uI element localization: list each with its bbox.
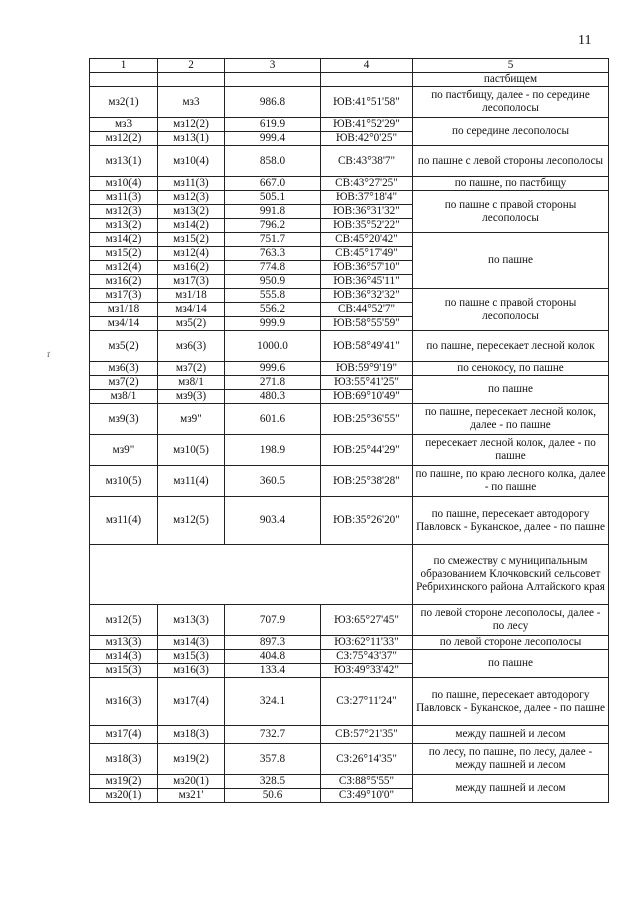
table-row [90,726,609,744]
table-row [90,435,609,466]
bearing-cell: ЮВ:41°51'58" [321,87,413,118]
table-row [90,545,609,605]
point-from-cell: мз17(3) [90,289,158,303]
length-cell: 732.7 [225,726,321,744]
point-to-cell: мз5(2) [158,317,225,331]
point-from-cell: мз15(2) [90,247,158,261]
length-cell: 986.8 [225,87,321,118]
description-cell: по середине лесополосы [413,118,609,146]
length-cell: 328.5 [225,775,321,789]
length-cell: 198.9 [225,435,321,466]
table-row [90,744,609,775]
point-to-cell: мз12(2) [158,118,225,132]
bearing-cell: СЗ:26°14'35" [321,744,413,775]
point-to-cell: мз11(3) [158,177,225,191]
point-to-cell: мз11(4) [158,466,225,497]
bearing-cell: ЮВ:58°49'41" [321,331,413,362]
description-cell: по пашне, пересекает автодорогу Павловск - Буканское, далее - по пашне [413,497,609,545]
description-cell: по пашне, пересекает лесной колок, далее - по пашне [413,404,609,435]
length-cell: 751.7 [225,233,321,247]
description-cell: пересекает лесной колок, далее - по пашне [413,435,609,466]
description-cell: по пастбищу, далее - по середине лесополосы [413,87,609,118]
length-cell: 133.4 [225,664,321,678]
length-cell: 774.8 [225,261,321,275]
point-from-cell: мз12(4) [90,261,158,275]
point-to-cell: мз12(3) [158,191,225,205]
point-to-cell: мз14(2) [158,219,225,233]
point-from-cell: мз13(3) [90,636,158,650]
bearing-cell: ЮВ:35°26'20" [321,497,413,545]
margin-mark: ґ [47,349,51,359]
length-cell: 360.5 [225,466,321,497]
point-to-cell: мз16(2) [158,261,225,275]
bearing-cell: СВ:57°21'35" [321,726,413,744]
length-cell: 763.3 [225,247,321,261]
table-row [90,146,609,177]
point-from-cell: мз20(1) [90,789,158,803]
point-to-cell: мз4/14 [158,303,225,317]
bearing-cell: СЗ:49°10'0" [321,789,413,803]
point-from-cell: мз2(1) [90,87,158,118]
point-to-cell: мз17(3) [158,275,225,289]
point-to-cell: мз10(5) [158,435,225,466]
point-from-cell: мз14(2) [90,233,158,247]
bearing-cell: ЮВ:42°0'25" [321,132,413,146]
bearing-cell: ЮВ:37°18'4" [321,191,413,205]
description-cell: по пашне с правой стороны лесополосы [413,191,609,233]
table-row [90,87,609,118]
bearing-cell: ЮВ:36°31'32" [321,205,413,219]
point-to-cell [158,73,225,87]
length-cell: 50.6 [225,789,321,803]
length-cell: 999.6 [225,362,321,376]
length-cell: 1000.0 [225,331,321,362]
length-cell: 404.8 [225,650,321,664]
point-to-cell: мз15(3) [158,650,225,664]
point-from-cell: мз17(4) [90,726,158,744]
description-cell: по пашне, пересекает лесной колок [413,331,609,362]
length-cell: 505.1 [225,191,321,205]
length-cell: 999.9 [225,317,321,331]
bearing-cell: ЮВ:41°52'29" [321,118,413,132]
point-from-cell: мз9(3) [90,404,158,435]
header-cell: 5 [413,59,609,73]
point-to-cell: мз3 [158,87,225,118]
point-from-cell: мз11(4) [90,497,158,545]
header-row [90,59,609,73]
bearing-cell: ЮЗ:65°27'45" [321,605,413,636]
point-from-cell: мз9" [90,435,158,466]
point-to-cell: мз9(3) [158,390,225,404]
length-cell: 796.2 [225,219,321,233]
table-row [90,678,609,726]
table-row [90,605,609,636]
description-cell: по лесу, по пашне, по лесу, далее - между пашней и лесом [413,744,609,775]
description-cell: по пашне, пересекает автодорогу Павловск - Буканское, далее - по пашне [413,678,609,726]
bearing-cell: СЗ:27°11'24" [321,678,413,726]
point-from-cell: мз1/18 [90,303,158,317]
bearing-cell: СВ:44°52'7" [321,303,413,317]
length-cell: 480.3 [225,390,321,404]
table-row [90,118,609,132]
point-from-cell: мз13(2) [90,219,158,233]
bearing-cell: ЮЗ:55°41'25" [321,376,413,390]
point-from-cell: мз11(3) [90,191,158,205]
table-row [90,497,609,545]
description-cell: по пашне [413,233,609,289]
point-to-cell: мз21' [158,789,225,803]
length-cell: 707.9 [225,605,321,636]
point-to-cell: мз7(2) [158,362,225,376]
point-from-cell: мз3 [90,118,158,132]
description-cell: по пашне, по краю лесного колка, далее - по пашне [413,466,609,497]
point-to-cell: мз20(1) [158,775,225,789]
description-cell: по пашне [413,376,609,404]
description-cell: по сенокосу, по пашне [413,362,609,376]
table-row [90,191,609,205]
length-cell: 556.2 [225,303,321,317]
point-from-cell: мз6(3) [90,362,158,376]
description-cell: по левой стороне лесополосы [413,636,609,650]
bearing-cell: ЮВ:58°55'59" [321,317,413,331]
length-cell [225,73,321,87]
point-from-cell [90,73,158,87]
table-row [90,650,609,664]
length-cell: 999.4 [225,132,321,146]
length-cell: 858.0 [225,146,321,177]
point-from-cell: мз12(5) [90,605,158,636]
table-body [90,73,609,803]
point-to-cell: мз12(5) [158,497,225,545]
header-cell: 4 [321,59,413,73]
bearing-cell: ЮВ:25°38'28" [321,466,413,497]
description-cell: между пашней и лесом [413,726,609,744]
table-row [90,289,609,303]
header-cell: 1 [90,59,158,73]
bearing-cell: СВ:43°27'25" [321,177,413,191]
length-cell: 950.9 [225,275,321,289]
point-from-cell: мз7(2) [90,376,158,390]
table-row [90,775,609,789]
merged-empty-cell [90,545,413,605]
point-from-cell: мз10(5) [90,466,158,497]
length-cell: 271.8 [225,376,321,390]
point-from-cell: мз10(4) [90,177,158,191]
table-row [90,376,609,390]
bearing-cell: ЮВ:36°32'32" [321,289,413,303]
length-cell: 903.4 [225,497,321,545]
description-cell: по пашне с правой стороны лесополосы [413,289,609,331]
description-cell: пастбищем [413,73,609,87]
point-from-cell: мз8/1 [90,390,158,404]
bearing-cell: ЮЗ:49°33'42" [321,664,413,678]
description-cell: по пашне [413,650,609,678]
point-from-cell: мз12(3) [90,205,158,219]
point-to-cell: мз13(2) [158,205,225,219]
description-cell: между пашней и лесом [413,775,609,803]
point-to-cell: мз13(3) [158,605,225,636]
table-row [90,404,609,435]
point-to-cell: мз1/18 [158,289,225,303]
length-cell: 991.8 [225,205,321,219]
point-to-cell: мз19(2) [158,744,225,775]
point-to-cell: мз6(3) [158,331,225,362]
table-row [90,331,609,362]
point-to-cell: мз16(3) [158,664,225,678]
bearing-cell [321,73,413,87]
header-cell: 3 [225,59,321,73]
table-row [90,466,609,497]
point-from-cell: мз18(3) [90,744,158,775]
point-to-cell: мз18(3) [158,726,225,744]
point-from-cell: мз14(3) [90,650,158,664]
bearing-cell: ЮВ:25°44'29" [321,435,413,466]
table-row [90,636,609,650]
bearing-cell: ЮВ:36°57'10" [321,261,413,275]
point-from-cell: мз15(3) [90,664,158,678]
point-to-cell: мз14(3) [158,636,225,650]
length-cell: 324.1 [225,678,321,726]
point-from-cell: мз5(2) [90,331,158,362]
bearing-cell: СЗ:88°5'55" [321,775,413,789]
point-to-cell: мз12(4) [158,247,225,261]
description-cell: по левой стороне лесополосы, далее - по лесу [413,605,609,636]
point-from-cell: мз13(1) [90,146,158,177]
bearing-cell: СВ:45°17'49" [321,247,413,261]
header-cell: 2 [158,59,225,73]
point-from-cell: мз12(2) [90,132,158,146]
length-cell: 357.8 [225,744,321,775]
point-to-cell: мз15(2) [158,233,225,247]
length-cell: 667.0 [225,177,321,191]
bearing-cell: ЮВ:59°9'19" [321,362,413,376]
bearing-cell: СВ:45°20'42" [321,233,413,247]
point-to-cell: мз17(4) [158,678,225,726]
description-cell: по пашне, по пастбищу [413,177,609,191]
length-cell: 555.8 [225,289,321,303]
length-cell: 897.3 [225,636,321,650]
boundary-table [89,58,609,803]
bearing-cell: СВ:43°38'7" [321,146,413,177]
bearing-cell: ЮВ:69°10'49" [321,390,413,404]
bearing-cell: ЮЗ:62°11'33" [321,636,413,650]
point-to-cell: мз13(1) [158,132,225,146]
bearing-cell: ЮВ:35°52'22" [321,219,413,233]
table-row [90,233,609,247]
table-row [90,362,609,376]
point-to-cell: мз10(4) [158,146,225,177]
table-row [90,177,609,191]
length-cell: 601.6 [225,404,321,435]
bearing-cell: ЮВ:36°45'11" [321,275,413,289]
page-number: 11 [578,33,592,48]
bearing-cell: ЮВ:25°36'55" [321,404,413,435]
bearing-cell: СЗ:75°43'37" [321,650,413,664]
table-row [90,73,609,87]
point-from-cell: мз16(3) [90,678,158,726]
point-from-cell: мз16(2) [90,275,158,289]
point-to-cell: мз8/1 [158,376,225,390]
description-cell: по пашне с левой стороны лесополосы [413,146,609,177]
point-from-cell: мз19(2) [90,775,158,789]
length-cell: 619.9 [225,118,321,132]
description-cell: по смежеству с муниципальным образованием Клочковский сельсовет Ребрихинского района Алтайского края [413,545,609,605]
point-to-cell: мз9" [158,404,225,435]
point-from-cell: мз4/14 [90,317,158,331]
